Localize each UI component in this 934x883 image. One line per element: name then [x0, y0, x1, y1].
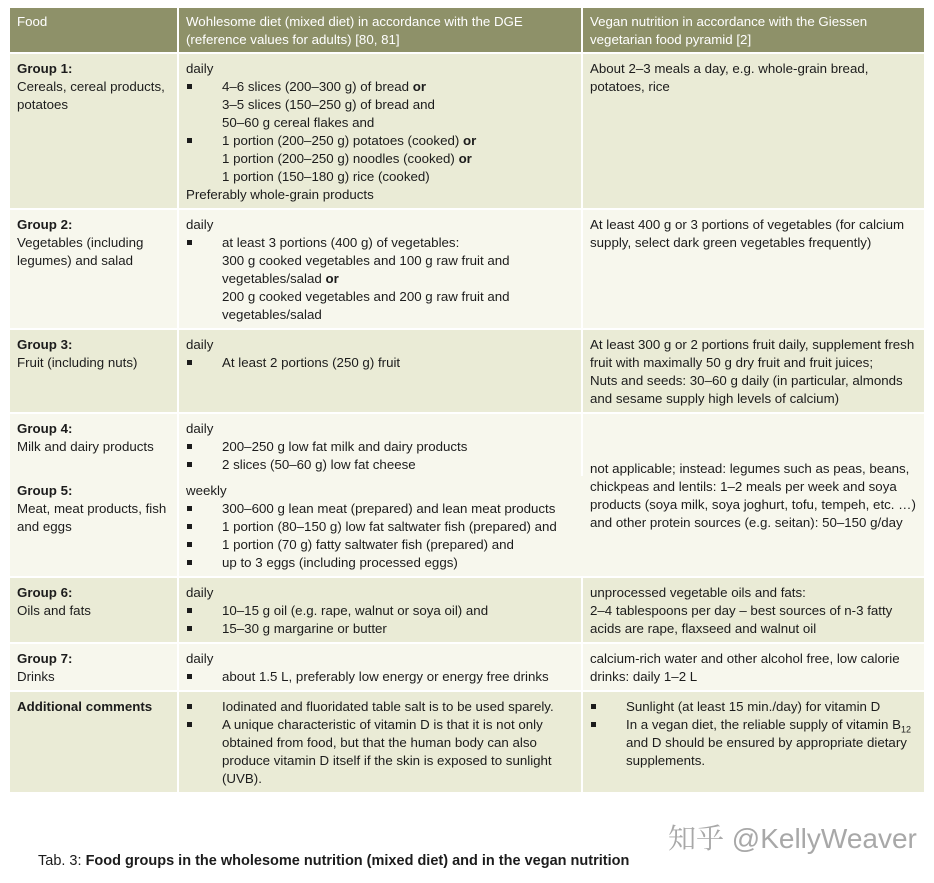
list-item: up to 3 eggs (including processed eggs) — [186, 554, 576, 572]
frequency: daily — [186, 61, 214, 76]
group-description: Fruit (including nuts) — [17, 355, 138, 370]
header-food: Food — [10, 8, 179, 54]
header-vegan-nutrition: Vegan nutrition in accordance with the Giessen vegetarian food pyramid [2] — [583, 8, 924, 54]
food-cell-group-6 — [10, 578, 179, 644]
header-wholesome-diet: Wohlesome diet (mixed diet) in accordance with the DGE (reference values for adults) [80, 81] — [179, 8, 583, 54]
wholesome-cell-group-5 — [179, 476, 583, 578]
food-cell-group-2 — [10, 210, 179, 330]
group-name: Additional comments — [17, 699, 153, 714]
list-item: at least 3 portions (400 g) of vegetables: 300 g cooked vegetables and 100 g raw fruit and vegetables/salad or 200 g cooked vegetables and 200 g raw fruit and vegetables/salad — [186, 234, 574, 324]
food-cell-group-5 — [10, 476, 179, 578]
table-row-group-1 — [10, 54, 924, 210]
watermark: 知乎 @KellyWeaver — [668, 823, 917, 854]
wholesome-cell-group-2 — [179, 210, 583, 330]
table-row-group-7 — [10, 644, 924, 692]
vegan-cell-group-7: calcium-rich water and other alcohol free, low calorie drinks: daily 1–2 L — [583, 644, 924, 692]
table-row-group-4 — [10, 414, 924, 476]
wholesome-cell-group-4 — [179, 414, 583, 476]
bullet-list — [186, 438, 574, 474]
table-row-additional-comments — [10, 692, 924, 794]
bullet-list — [186, 78, 574, 186]
frequency: daily — [186, 217, 214, 232]
frequency: daily — [186, 421, 214, 436]
list-item: Sunlight (at least 15 min./day) for vitamin D — [590, 698, 917, 716]
list-item: 10–15 g oil (e.g. rape, walnut or soya oil) and — [186, 602, 574, 620]
wholesome-cell-comments — [179, 692, 583, 794]
group-name: Group 7: — [17, 651, 73, 666]
bullet-list — [590, 698, 917, 770]
group-name: Group 1: — [17, 61, 73, 76]
vegan-cell-group-2: At least 400 g or 3 portions of vegetables (for calcium supply, select dark green vegetables frequently) — [583, 210, 924, 330]
food-cell-group-3 — [10, 330, 179, 414]
table-header-row — [10, 8, 924, 54]
bullet-list — [186, 602, 574, 638]
group-description: Vegetables (including legumes) and salad — [17, 235, 144, 268]
list-item: 1 portion (200–250 g) potatoes (cooked) or 1 portion (200–250 g) noodles (cooked) or 1 portion (150–180 g) rice (cooked) — [186, 132, 574, 186]
group-name: Group 5: — [17, 483, 73, 498]
group-description: Oils and fats — [17, 603, 91, 618]
caption-label: Tab. 3: — [38, 853, 86, 869]
food-cell-group-7 — [10, 644, 179, 692]
vegan-cell-groups-4-5: not applicable; instead: legumes such as peas, beans, chickpeas and lentils: 1–2 meals per week and soya products (soya milk, soya joghurt, tofu, tempeh, etc. …) and other protein sources (e.g. seitan): 50–150 g/day — [583, 414, 924, 578]
list-item: 1 portion (80–150 g) low fat saltwater fish (prepared) and — [186, 518, 576, 536]
bullet-list — [186, 234, 574, 324]
vegan-cell-group-3: At least 300 g or 2 portions fruit daily, supplement fresh fruit with maximally 50 g dry fruit and fruit juices; Nuts and seeds: 30–60 g daily (in particular, almonds and sesame supply high levels of calcium) — [583, 330, 924, 414]
vegan-cell-comments — [583, 692, 924, 794]
table-caption — [38, 852, 629, 870]
group-description: Meat, meat products, fish and eggs — [17, 501, 167, 534]
list-item: In a vegan diet, the reliable supply of vitamin $B_{12}$ and D should be ensured by appropriate dietary supplements. — [590, 716, 917, 770]
group-description: Drinks — [17, 669, 55, 684]
table-row-group-6 — [10, 578, 924, 644]
table-row-group-3 — [10, 330, 924, 414]
list-item: 200–250 g low fat milk and dairy products — [186, 438, 574, 456]
group-name: Group 3: — [17, 337, 73, 352]
group-name: Group 6: — [17, 585, 73, 600]
bullet-list — [186, 354, 574, 372]
table-row-group-2 — [10, 210, 924, 330]
list-item: 15–30 g margarine or butter — [186, 620, 574, 638]
list-item: about 1.5 L, preferably low energy or energy free drinks — [186, 668, 574, 686]
bullet-list — [186, 500, 576, 572]
food-cell-group-1 — [10, 54, 179, 210]
list-item: Iodinated and fluoridated table salt is to be used sparely. — [186, 698, 574, 716]
food-cell-group-4 — [10, 414, 179, 476]
wholesome-cell-group-3 — [179, 330, 583, 414]
frequency: daily — [186, 651, 214, 666]
food-cell-comments — [10, 692, 179, 794]
group-name: Group 4: — [17, 421, 73, 436]
group-description: Cereals, cereal products, potatoes — [17, 79, 165, 112]
vegan-cell-group-1: About 2–3 meals a day, e.g. whole-grain bread, potatoes, rice — [583, 54, 924, 210]
group-name: Group 2: — [17, 217, 73, 232]
bullet-list — [186, 698, 574, 788]
frequency: weekly — [186, 483, 227, 498]
list-item: 300–600 g lean meat (prepared) and lean meat products — [186, 500, 576, 518]
vegan-cell-group-6: unprocessed vegetable oils and fats: 2–4 tablespoons per day – best sources of n-3 fatty acids are rape, flaxseed and walnut oil — [583, 578, 924, 644]
frequency: daily — [186, 337, 214, 352]
group-description: Milk and dairy products — [17, 439, 154, 454]
list-item: A unique characteristic of vitamin D is that it is not only obtained from food, but that the human body can also produce vitamin D itself if the skin is exposed to sunlight (UVB). — [186, 716, 574, 788]
list-item: At least 2 portions (250 g) fruit — [186, 354, 574, 372]
wholesome-cell-group-7 — [179, 644, 583, 692]
list-item: 2 slices (50–60 g) low fat cheese — [186, 456, 574, 474]
caption-text: Food groups in the wholesome nutrition (mixed diet) and in the vegan nutrition — [85, 853, 630, 869]
bullet-list — [186, 668, 574, 686]
wholesome-cell-group-6 — [179, 578, 583, 644]
list-item: 4–6 slices (200–300 g) of bread or 3–5 slices (150–250 g) of bread and 50–60 g cereal flakes and — [186, 78, 574, 132]
food-groups-table — [10, 8, 924, 794]
list-item: 1 portion (70 g) fatty saltwater fish (prepared) and — [186, 536, 576, 554]
note: Preferably whole-grain products — [186, 187, 374, 202]
wholesome-cell-group-1 — [179, 54, 583, 210]
frequency: daily — [186, 585, 214, 600]
